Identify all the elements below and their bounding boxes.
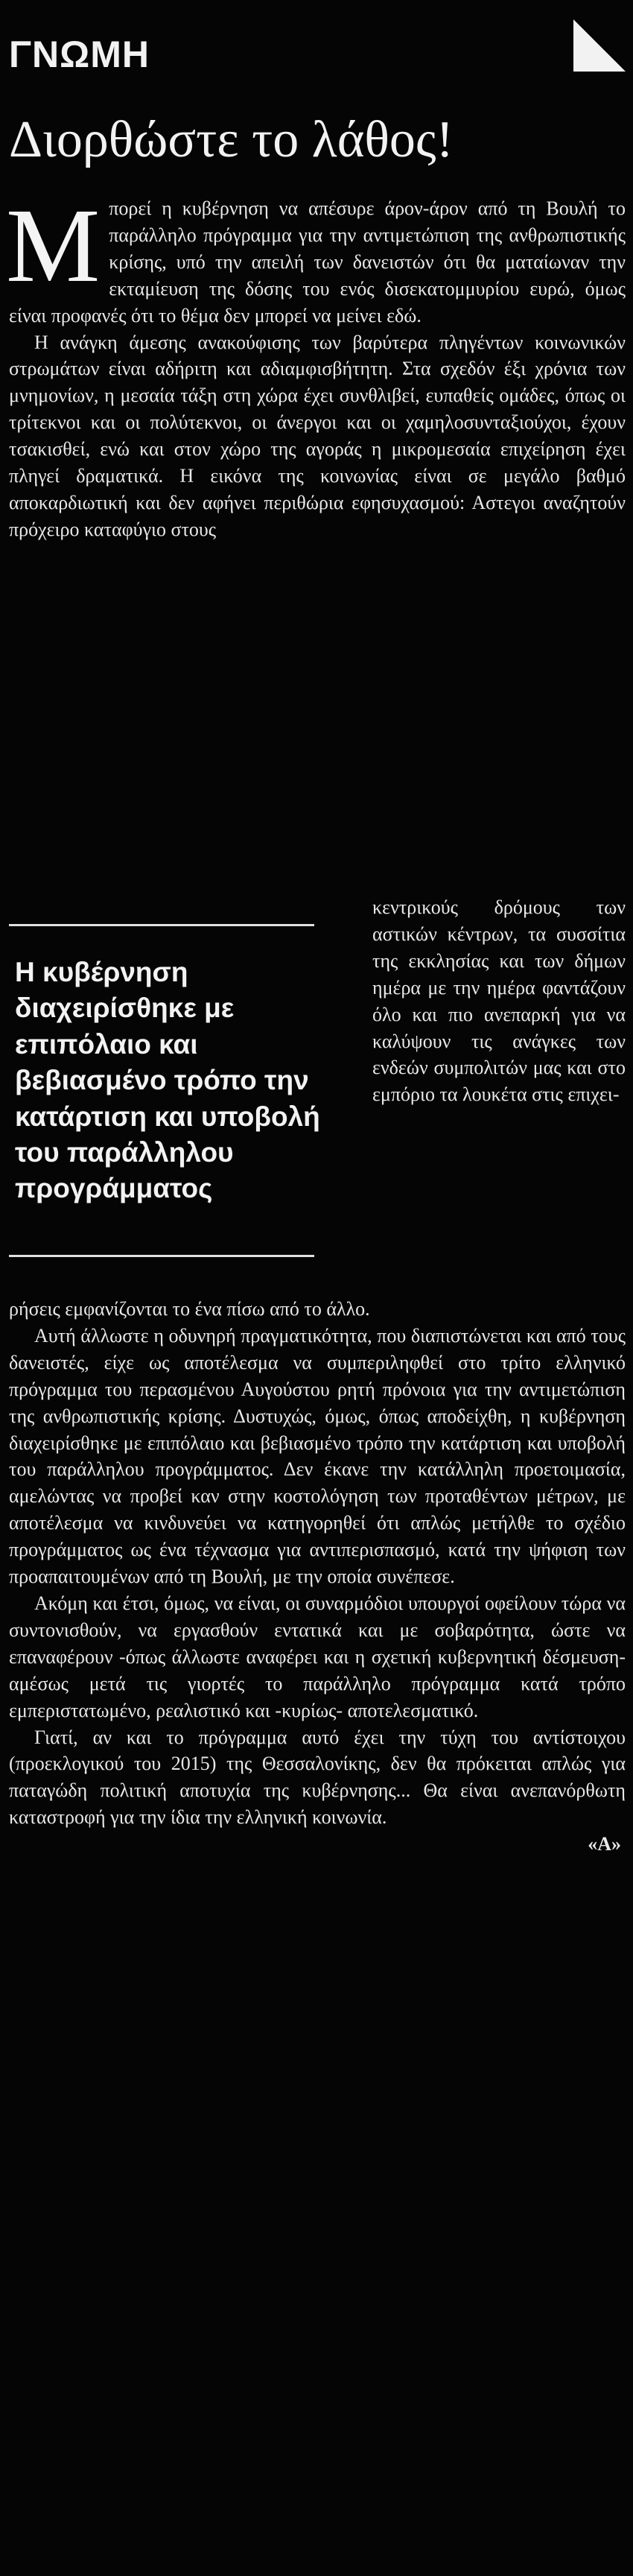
pull-quote-bottom-rule: [9, 1255, 314, 1257]
corner-triangle-icon: [573, 19, 626, 72]
section-label: ΓΝΩΜΗ: [9, 34, 150, 75]
article-body-top: [6, 186, 626, 543]
article-headline: Διορθώστε το λάθος!: [9, 111, 454, 168]
pull-quote-top-rule: [9, 924, 314, 926]
pull-quote: [9, 924, 344, 1257]
body-paragraph: Η ανάγκη άμεσης ανακούφισης των βαρύτερα πληγέντων κοινωνικών στρωμάτων είναι αδήριτη και αδιαμφισβήτητη. Στα σχεδόν έξι χρόνια των μνημονίων, η μεσαία τάξη στη χώρα έχει συνθλιβεί, ευπαθείς ομάδες, όπως οι τρίτεκνοι και οι πολύτεκνοι, οι άνεργοι και οι χαμηλοσυνταξιούχοι, έχουν τσακισθεί, ενώ και στον χώρο της αγοράς η μικρομεσαία επιχείρηση έχει πληγεί δραματικά. Η εικόνα της κοινωνίας είναι σε μεγάλο βαθμό αποκαρδιωτική και δεν αφήνει περιθώρια εφησυχασμού: Αστεγοι αναζητούν πρόχειρο καταφύγιο στους: [9, 331, 626, 540]
body-paragraph: πορεί η κυβέρνηση να απέσυρε άρον-άρον από τη Βουλή το παράλληλο πρόγραμμα για την αντιμετώπιση της ανθρωπιστικής κρίσης, υπό την απειλή των δανειστών ότι θα ματαίωναν την εκταμίευση της δόσης του ενός δισεκατομμυρίου ευρώ, όμως είναι προφανές ότι το θέμα δεν μπορεί να μείνει εδώ.: [9, 197, 626, 326]
article-body-bottom: [9, 1296, 626, 1858]
author-signature: «Α»: [588, 1833, 621, 1855]
body-paragraph-continued: κεντρικούς δρόμους των αστικών κέντρων, τα συσσίτια της εκκλησίας και των δήμων ημέρα με την ημέρα φαντάζουν όλο και πιο ανεπαρκή για να καλύψουν τις ανάγκες των ενδεών συμπολιτών μας και στο εμπόριο τα λουκέτα στις επιχει-: [372, 896, 626, 1106]
body-paragraph: Γιατί, αν και το πρόγραμμα αυτό έχει την τύχη του αντίστοιχου (προεκλογικού του 2015) της Θεσσαλονίκης, δεν θα πρόκειται απλώς για παταγώδη πολιτική αποτυχία της κυβέρνησης... Θα είναι ανεπανόρθωτη καταστροφή για την ίδια την ελληνική κοινωνία.: [9, 1726, 626, 1829]
body-paragraph-continued: ρήσεις εμφανίζονται το ένα πίσω από το άλλο.: [9, 1298, 370, 1320]
body-paragraph: Ακόμη και έτσι, όμως, να είναι, οι συναρμόδιοι υπουργοί οφείλουν τώρα να συντονισθούν, να εργασθούν εντατικά και με σοβαρότητα, ώστε να επαναφέρουν -όπως άλλωστε αναφέρει και η σχετική κυβερνητική δέσμευση- αμέσως μετά τις γιορτές το παράλληλο πρόγραμμα κατά τρόπο εμπεριστατωμένο, ρεαλιστικό και -κυρίως- αποτελεσματικό.: [9, 1592, 626, 1721]
article-body-narrow-column: [372, 894, 626, 1108]
body-paragraph: Αυτή άλλωστε η οδυνηρή πραγματικότητα, που διαπιστώνεται και από τους δανειστές, είχε ως αποτέλεσμα να συμπεριληφθεί στο τρίτο ελληνικό πρόγραμμα του περασμένου Αυγούστου ρητή πρόνοια για την αντιμετώπιση της ανθρωπιστικής κρίσης. Δυστυχώς, όμως, όπως αποδείχθη, η κυβέρνηση διαχειρίσθηκε με επιπόλαιο και βεβιασμένο τρόπο την κατάρτιση και υποβολή του παράλληλου προγράμματος. Δεν έκανε την κατάλληλη προετοιμασία, αμελώντας να προβεί καν στην κοστολόγηση των προταθέντων μέτρων, με αποτέλεσμα να κινδυνεύει να κατηγορηθεί ότι απλώς μετήλθε το σχέδιο προγράμματος ως ένα τέχνασμα για αντιπερισπασμό, κατά την ψήφιση των προαπαιτουμένων από τη Βουλή, με την οποία συνέπεσε.: [9, 1324, 626, 1588]
article-header: [0, 0, 633, 112]
drop-cap: Μ: [6, 186, 101, 304]
pull-quote-text: Η κυβέρνηση διαχειρίσθηκε με επιπόλαιο και βεβιασμένο τρόπο την κατάρτιση και υποβολή του παράλληλου προγράμματος: [15, 957, 320, 1204]
